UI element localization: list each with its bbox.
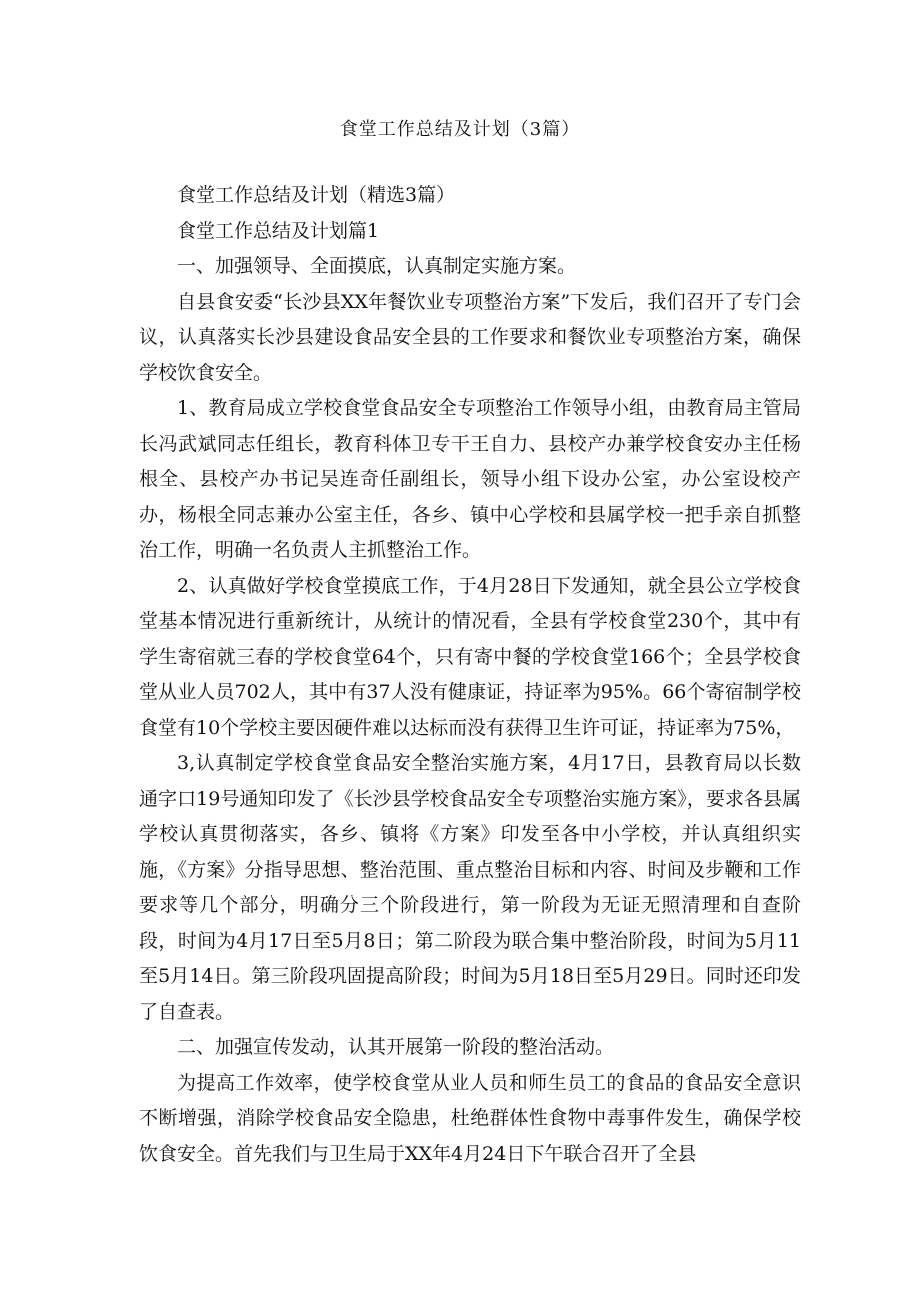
document-title: 食堂工作总结及计划（3篇） <box>339 119 581 140</box>
paragraph-section-heading: 食堂工作总结及计划篇1 <box>177 219 380 242</box>
paragraph: 1、教育局成立学校食堂食品安全专项整治工作领导小组，由教育局主管局长冯武斌同志任组长，教育科体卫专干王自力、县校产办兼学校食安办主任杨根全、县校产办书记吴连奇任副组长，领导小组下设办公室，办公室设校产办，杨根全同志兼办公室主任，各乡、镇中心学校和县属学校一把手亲自抓整治工作，明确一名负责人主抓整治工作。 <box>139 397 801 561</box>
paragraph: 3,认真制定学校食堂食品安全整治实施方案，4月17日，县教育局以长数通字口19号通知印发了《长沙县学校食品安全专项整治实施方案》，要求各县属学校认真贯彻落实，各乡、镇将《方案》印发至各中小学校，并认真组织实施，《方案》分指导思想、整治范围、重点整治目标和内容、时间及步鞭和工作要求等几个部分，明确分三个阶段进行，第一阶段为无证无照清理和自查阶段，时间为4月17日至5月8日；第二阶段为联合集中整治阶段，时间为5月11至5月14日。第三阶段巩固提高阶段；时间为5月18日至5月29日。同时还印发了自查表。 <box>139 752 801 1023</box>
paragraph: 自县食安委“长沙县XX年餐饮业专项整治方案”下发后，我们召开了专门会议，认真落实长沙县建设食品安全县的工作要求和餐饮业专项整治方案，确保学校饮食安全。 <box>139 290 801 384</box>
paragraph-heading-2: 二、加强宣传发动，认其开展第一阶段的整治活动。 <box>177 1036 615 1058</box>
paragraph-heading-1: 一、加强领导、全面摸底，认真制定实施方案。 <box>177 255 577 277</box>
paragraph: 为提高工作效率，使学校食堂从业人员和师生员工的食品的食品安全意识不断增强，消除学校食品安全隐患，杜绝群体性食物中毒事件发生，确保学校饮食安全。首先我们与卫生局于XX年4月24日下午联合召开了全县 <box>139 1071 801 1165</box>
paragraph-subtitle: 食堂工作总结及计划（精选3篇） <box>177 184 456 206</box>
paragraph: 2、认真做好学校食堂摸底工作，于4月28日下发通知，就全县公立学校食堂基本情况进行重新统计，从统计的情况看，全县有学校食堂230个，其中有学生寄宿就三春的学校食堂64个，只有寄中餐的学校食堂166个；全县学校食堂从业人员702人，其中有37人没有健康证，持证率为95%。66个寄宿制学校食堂有10个学校主要因硬件难以达标而没有获得卫生许可证，持证率为75%， <box>139 574 801 739</box>
document-body <box>139 178 801 1172</box>
